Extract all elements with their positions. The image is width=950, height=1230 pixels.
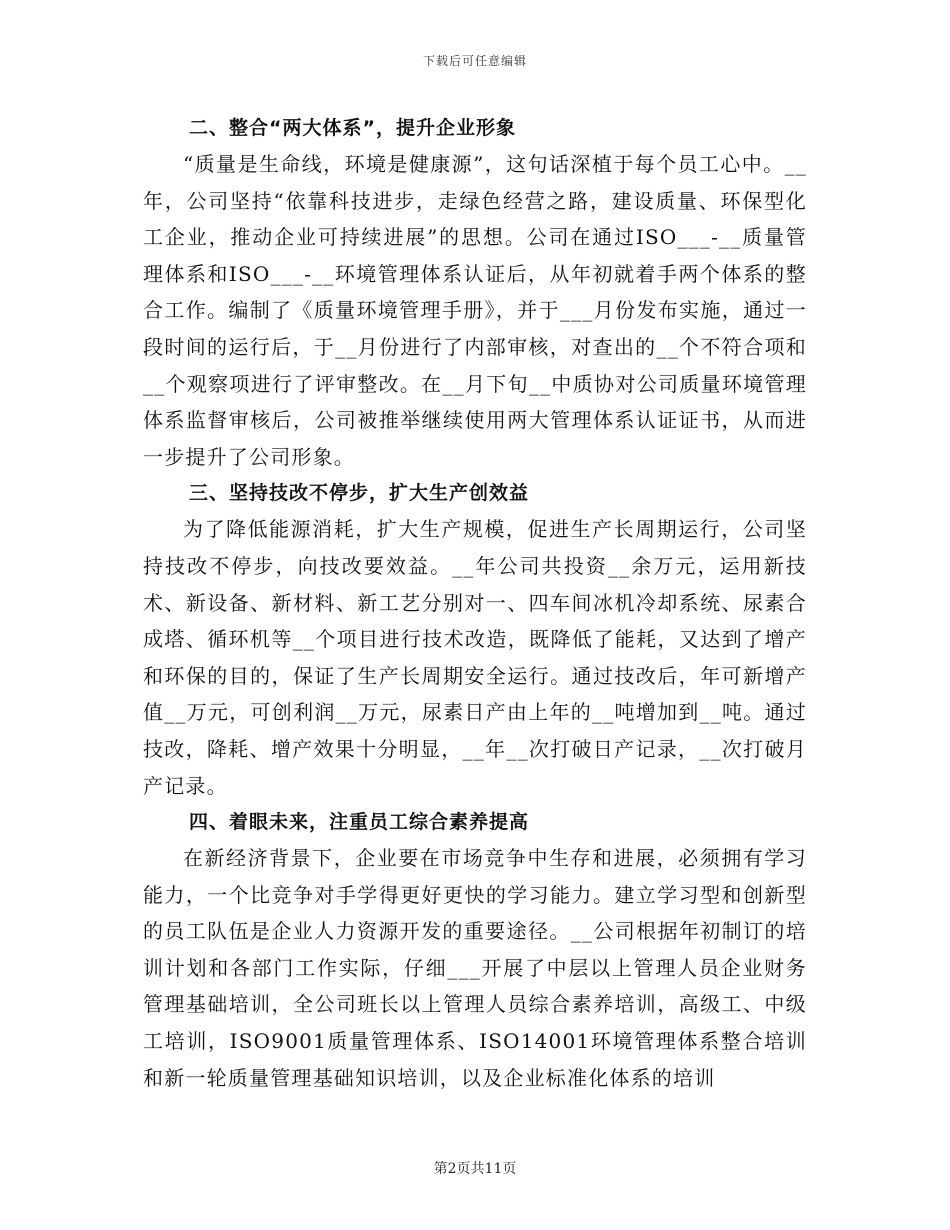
section-heading-4: 四、着眼未来，注重员工综合素养提高 bbox=[189, 811, 530, 834]
document-body bbox=[143, 110, 807, 1096]
section-paragraph-2: “质量是生命线，环境是健康源”，这句话深植于每个员工心中。__年，公司坚持“依靠科技进步，走绿色经营之路，建设质量、环保型化工企业，推动企业可持续进展”的思想。公司在通过ISO___-__质量管理体系和ISO___-__环境管理体系认证后，从年初就着手两个体系的整合工作。编制了《质量环境管理手册》，并于___月份发布实施，通过一段时间的运行后，于__月份进行了内部审核，对查出的__个不符合项和__个观察项进行了评审整改。在__月下旬__中质协对公司质量环境管理体系监督审核后，公司被推举继续使用两大管理体系认证证书，从而进一步提升了公司形象。 bbox=[143, 152, 807, 469]
page-number: 第2页共11页 bbox=[433, 1161, 517, 1177]
section-paragraph-3: 为了降低能源消耗，扩大生产规模，促进生产长周期运行，公司坚持技改不停步，向技改要效益。__年公司共投资__余万元，运用新技术、新设备、新材料、新工艺分别对一、四车间冰机冷却系统、尿素合成塔、循环机等__个项目进行技术改造，既降低了能耗，又达到了增产和环保的目的，保证了生产长周期安全运行。通过技改后，年可新增产值__万元，可创利润__万元，尿素日产由上年的__吨增加到__吨。通过技改，降耗、增产效果十分明显，__年__次打破日产记录，__次打破月产记录。 bbox=[143, 517, 807, 798]
section-heading-2: 二、整合“两大体系”，提升企业形象 bbox=[189, 117, 516, 139]
header-note: 下载后可任意编辑 bbox=[422, 54, 527, 68]
section-paragraph-4: 在新经济背景下，企业要在市场竞争中生存和进展，必须拥有学习能力，一个比竞争对手学得更好更快的学习能力。建立学习型和创新型的员工队伍是企业人力资源开发的重要途径。__公司根据年初制订的培训计划和各部门工作实际，仔细___开展了中层以上管理人员企业财务管理基础培训，全公司班长以上管理人员综合素养培训，高级工、中级工培训，ISO9001质量管理体系、ISO14001环境管理体系整合培训和新一轮质量管理基础知识培训，以及企业标准化体系的培训 bbox=[143, 846, 807, 1090]
section-heading-3: 三、坚持技改不停步，扩大生产创效益 bbox=[189, 482, 530, 505]
